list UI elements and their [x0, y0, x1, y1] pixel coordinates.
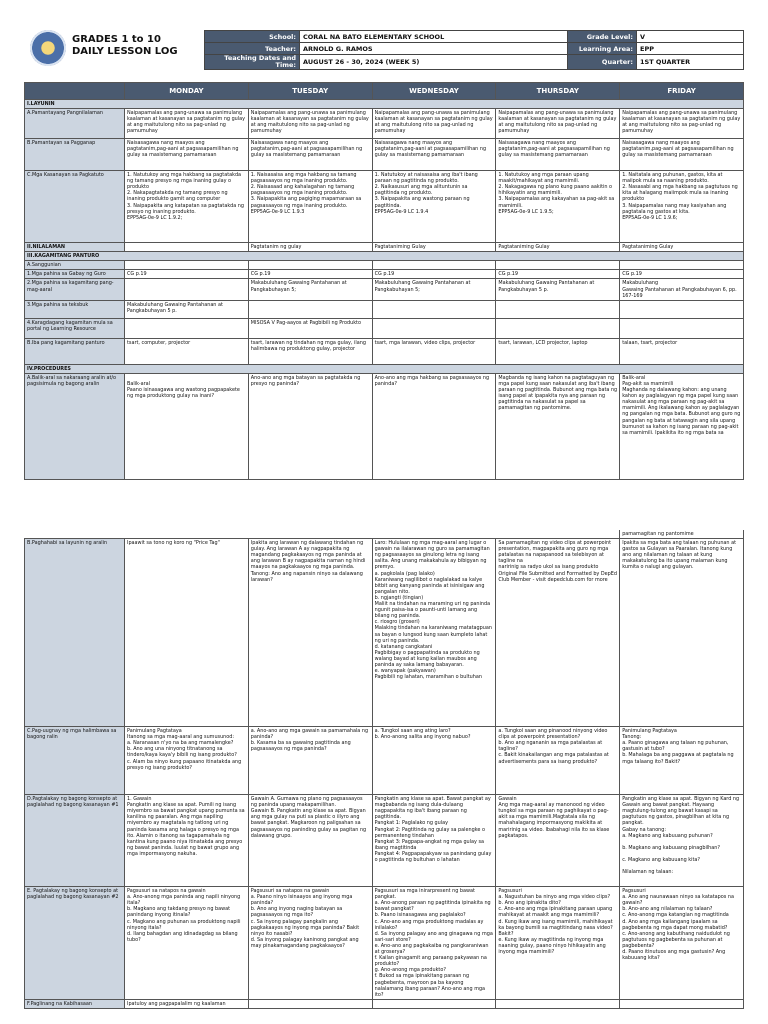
procedure-row: [25, 373, 744, 479]
day-cell-thursday: Gawain Ang mga mag-aaral ay manonood ng video tungkol sa mga paraan ng paghikayat o pag-akit sa mga mamimili.Magtatala sila ng mahahalagang impormasyong makikita at maririnig sa video. Ibabahagi nila ito sa klase pagkatapos.: [496, 795, 620, 887]
row-label: B.Paghahabi sa layunin ng aralin: [25, 539, 125, 727]
day-cell-thursday: Naipapamalas ang pang-unawa sa panimulang kaalaman at kasanayan sa pagtatanim ng gulay at ang maitutulong nito sa pag-unlad ng pamumuhay: [496, 109, 620, 139]
day-cell-thursday: Magbanda ng isang kahon na pagtataguyan ng mga papel kung saan nakasulat ang iba't ibang paraan ng pagtitinda. Bubunot ang mga bata ng isang papel at ipapakita nya ang paraan ng pagtitinda na nakasulat sa papel sa pamamagitan ng pantomime.: [496, 373, 620, 479]
day-cell-tuesday: CG p.19: [248, 270, 372, 279]
row-label: 1.Mga pahina sa Gabay ng Guro: [25, 270, 125, 279]
day-cell-thursday: CG p.19: [496, 270, 620, 279]
teacher-label: Teacher:: [205, 43, 300, 55]
day-cell-wednesday: Pagsusuri sa mga inirarpresent ng bawat pangkat. a. Ano-anong paraan ng pagtitinda ipinakita ng bawat pangkat? b. Paano isinasagawa ang paglalako? c. Ano-ano ang mga produktong madalas ay inilalako? d. Sa inyong palagay ano ang ginagawa ng mga sari-sari store? e. Ano-ano ang pagkakaiba ng pangkaraniwan at groserya? f. Kailan ginagamit ang paraang pakyawan na produkto? g. Ano-anong mga produkto? f. Bukod sa mga ipinakitang paraan ng pagbebenta, mayroon pa ba kayong nalalamang ibang paraan? Ano-ano ang mga ito?: [372, 887, 496, 1000]
empty-cell: [248, 261, 372, 270]
day-cell-tuesday: Ipakita ang larawan ng dalawang tindahan ng gulay. Ang larawan A ay nagpapakita ng magandang pagkakaayos ng mga paninda at ang larawan B ay nagpapakita naman ng hindi maayos na pagkakaayos ng mga paninda. Tanong: Ano ang napansin ninyo sa dalawang larawan?: [248, 539, 372, 727]
day-header-wednesday: WEDNESDAY: [372, 83, 496, 100]
row-label: C.Pag-uugnay ng mga halimbawa sa bagong ralin: [25, 727, 125, 795]
day-cell-wednesday: Makabuluhang Gawaing Pantahanan at Pangkabuhayan 5;: [372, 279, 496, 300]
day-cell-thursday: Pagsusuri a. Nagustuhan ba ninyo ang mga video clips? b. Ano ang ipinakita dito? c. Ano-ano ang mga ipinakitang paraan upang mahikayat at maakit ang mga mamimili? d. Kung ikaw ang isang mamimili, mahihikayat ka bayong bumili sa magtitindang nasa video? Bakit? e. Kung ikaw ay magtitinda ng inyong mga naaning gulay, paano ninyo hihikayatin ang inyong mga mamimili?: [496, 887, 620, 1000]
day-cell-wednesday: [372, 300, 496, 318]
corner-cell: [25, 83, 125, 100]
area-label: Learning Area:: [568, 43, 637, 55]
empty-cell: [372, 261, 496, 270]
day-cell-tuesday: tsart, larawan ng tindahan ng mga gulay, ilang halimbawa ng produktong gulay, projector: [248, 338, 372, 364]
procedure-2-row: [25, 999, 744, 1008]
day-cell-wednesday: CG p.19: [372, 270, 496, 279]
day-cell-tuesday: [248, 300, 372, 318]
procedure-2-row: [25, 539, 744, 727]
day-cell-monday: 1. Natutukoy ang mga hakbang sa pagtatakda ng tamang presyo ng mga inaning gulay o produkto 2. Nakapagtatakda ng tamang presyo ng inaning produkto gamit ang computer 3. Naipapakita ang katapatan sa pagtatakda ng presyo ng inaning produkto. EPP5AG-0e-9 LC 1.9.2;: [125, 171, 249, 243]
day-cell-wednesday: [372, 999, 496, 1008]
row-label: B.Iba pang kagamitang panturo: [25, 338, 125, 364]
row-label: D.Pagtalakay ng bagong konsepto at paglalahad ng bagong kasanayan #1: [25, 795, 125, 887]
day-cell-thursday: [496, 318, 620, 338]
day-cell-monday: Naipapamalas ang pang-unawa sa panimulang kaalaman at kasanayan sa pagtatanim ng gulay at ang maitutulong nito sa pag-unlad ng pamumuhay: [125, 109, 249, 139]
procedures-section-label: IV.PROCEDURES: [25, 364, 744, 373]
school-label: School:: [205, 31, 300, 43]
empty-cell: [25, 530, 125, 539]
lesson-table-page-1: [24, 82, 744, 480]
row-label: 2.Mga pahina sa kagamitang pang-mag-aaral: [25, 279, 125, 300]
day-cell-wednesday: [372, 318, 496, 338]
content-cell-thursday: Pagtataniming Gulay: [496, 243, 620, 252]
resource-row: [25, 338, 744, 364]
day-cell-monday: [125, 279, 249, 300]
day-cell-tuesday: Ano-ano ang mga batayan sa pagtatakda ng presyo ng paninda?: [248, 373, 372, 479]
procedure-2-row: [25, 795, 744, 887]
day-cell-monday: tsart, computer, projector: [125, 338, 249, 364]
nilalaman-section-label: II.NILALAMAN: [25, 243, 125, 252]
day-cell-monday: Pagsusuri sa natapos na gawain a. Ano-anong mga paninda ang napili ninyong itala? b. Magkano ang takdang presyo ng bawat panindang inyong itinala? c. Magkano ang puhunan sa produktong napili ninyong itala? d. Ilang bahagdan ang idinadagdag sa bilang tubo?: [125, 887, 249, 1000]
day-cell-thursday: a. Tungkol saan ang pinanood ninyong video clips at powerpoint presentation? b. Ano ang ngananin sa mga patalastas at tagline? c. Bakit kinakailangan ang mga patalastas at advertisements para sa isang produkto?: [496, 727, 620, 795]
empty-cell: [496, 530, 620, 539]
day-cell-wednesday: a. Tungkol saan ang ating laro? b. Ano-anong salita ang inyong nabuo?: [372, 727, 496, 795]
grade-label: Grade Level:: [568, 31, 637, 43]
day-cell-friday: Balik-aral Pag-akit sa mamimili Maghanda ng dalawang kahon: ang unang kahon ay paglalagyan ng mga papel kung saan nakasulat ang mga paraan ng pag-akit sa mamimili. Ang ikalawang kahon ay paglalagyan ng pangalan ng mga bata. Bubunot ang guro ng pangalan ng bata at tatawagin ang sila upang bumunot sa kahon ng isang paraan ng pag-akit sa mamimili. Ipakikita ito ng mga bata sa: [620, 373, 744, 479]
day-cell-friday: Naipapamalas ang pang-unawa sa panimulang kaalaman at kasanayan sa pagtatanim ng gulay at ang maitutulong nito sa pag-unlad ng pamumuhay: [620, 109, 744, 139]
day-cell-wednesday: 1. Natutukoy at naisasaisa ang iba't ibang paraan ng pagtitinda ng produkto. 2. Naikasusuri ang mga alituntunin sa pagtitinda ng produkto. 3. Naipapakita ang wastong paraan ng pagtitinda. EPP5AG-0e-9 LC 1.9.4: [372, 171, 496, 243]
row-label: 3.Mga pahina sa teksbuk: [25, 300, 125, 318]
row-label: A.Pamantayang Pangnilalaman: [25, 109, 125, 139]
content-cell-monday: [125, 243, 249, 252]
layunin-section: [25, 100, 744, 109]
empty-cell: [372, 530, 496, 539]
day-cell-thursday: tsart, larawan, LCD projector, laptop: [496, 338, 620, 364]
area-value: EPP: [637, 43, 744, 55]
day-cell-monday: CG p.19: [125, 270, 249, 279]
day-cell-friday: Pangkatin ang klase sa apat. Bigyan ng Kard ng Gawain ang bawat pangkat. Hayaang magtulung-tulong ang bawat kasapi sa pagtutuos ng gastos, pinagbilhan at kita ng pangkat. Gabay na tanong: a. Magkano ang kabuuang puhunan? b. Magkano ang kabuuang pinagbilhan? c. Magkano ang kabuuang kita? Nilalaman ng talaan:: [620, 795, 744, 887]
deped-seal-icon: [30, 30, 66, 66]
school-value: CORAL NA BATO ELEMENTARY SCHOOL: [300, 31, 568, 43]
day-cell-monday: Makabuluhang Gawaing Pantahanan at Pangkabuhayan 5 p.: [125, 300, 249, 318]
day-cell-wednesday: Laro: Hululaan ng mga mag-aaral ang lugar o gawain na ilalarawan ng guro sa pamamagitan ng pagsasaayos sa ginulong letra ng isang salita. Ang unang makakahula ay bibigyan ng premyo. a. pagkolala (pag lalako) Karaniwang naglilibot o naglalakad sa kalye bitbit ang kanyang paninda at isinisigaw ang pangalan nito. b. ngjangti (tingian) Maliit na tindahan na maraming uri ng paninda ngunit paisa-isa o paunti-unti lamang ang bilang ng paninda. c. riosgro (groseri) Malaking tindahan na karaniwang matatagpuan sa bayan o lungsod kung saan kumpleto lahat ng uri ng paninda. d. katanang cangkatani Pagbibigay o pagpapatinda sa produkto ng walang bayad at kung kailan maubos ang paninda ay saka lamang babayaran. e. wanyapak (pakyawan) Pagbibili ng lahatan, maramihan o bultuhan: [372, 539, 496, 727]
content-cell-tuesday: Pagtatanim ng gulay: [248, 243, 372, 252]
day-cell-friday: Panimulang Pagtataya Tanong: a. Paano ginagawa ang talaan ng puhunan, gastusin at tubo? b. Mahalaga ba ang paggawa at pagtatala ng mga talaang ito? Bakit?: [620, 727, 744, 795]
day-cell-friday: [620, 999, 744, 1008]
objective-row: [25, 109, 744, 139]
empty-cell: [496, 261, 620, 270]
day-cell-wednesday: tsart, mga larawan, video clips, projector: [372, 338, 496, 364]
continuation-row: [25, 530, 744, 539]
day-cell-monday: Ipaawit sa tono ng koro ng "Price Tag": [125, 539, 249, 727]
day-cell-thursday: Makabuluhang Gawaing Pantahanan at Pangkabuhayan 5 p.: [496, 279, 620, 300]
row-label: C.Mga Kasanayan sa Pagkatuto: [25, 171, 125, 243]
sanggunian-row: [25, 261, 744, 270]
empty-cell: [125, 530, 249, 539]
layunin-section-label: I.LAYUNIN: [25, 100, 744, 109]
resource-row: [25, 300, 744, 318]
resource-row: [25, 318, 744, 338]
nilalaman-section: [25, 243, 744, 252]
day-cell-monday: [125, 318, 249, 338]
objective-row: [25, 139, 744, 171]
document-header: [24, 28, 744, 70]
quarter-label: Quarter:: [568, 55, 637, 70]
row-label: A.Balik-aral sa nakaraang aralin at/o pagsisimula ng bagong aralin: [25, 373, 125, 479]
day-cell-friday: Naisasagawa nang maayos ang pagtatanim,pag-aani at pagsasapamilihan ng gulay sa masistemang pamamaraan: [620, 139, 744, 171]
procedure-2-row: [25, 887, 744, 1000]
quarter-value: 1ST QUARTER: [637, 55, 744, 70]
teacher-value: ARNOLD G. RAMOS: [300, 43, 568, 55]
day-cell-wednesday: Naipapamalas ang pang-unawa sa panimulang kaalaman at kasanayan sa pagtatanim ng gulay at ang maitutulong nito sa pag-unlad ng pamumuhay: [372, 109, 496, 139]
dates-value: AUGUST 26 - 30, 2024 (WEEK 5): [300, 55, 568, 70]
objective-row: [25, 171, 744, 243]
day-cell-friday: Pagsusuri a. Ano ang naunawaan ninyo sa katatapos na gawain? b. Ano-ano ang nilalaman ng talaan? c. Ano-anong mga katangian ng magtitinda d. Ano ang mga kailangang ipaalam sa pagbebenta ng mga dapat mong mabatid? c. Ano-anong ang kabutihang naidudulot ng pagtutuos ng pagbebenta sa puhunan at pagbebenta? d. Paano itinutuos ang mga gastusin? Ang kabuuang kita?: [620, 887, 744, 1000]
day-cell-wednesday: Ano-ano ang mga hakbang sa pagsasaayos ng paninda?: [372, 373, 496, 479]
day-cell-thursday: [496, 999, 620, 1008]
day-header-tuesday: TUESDAY: [248, 83, 372, 100]
day-cell-thursday: 1. Natutukoy ang mga paraan upang maakit/mahikayat ang mamimili. 2. Nakagagawa ng plano kung paano aakitin o hihikayatin ang mamimili. 3. Naipapamalas ang kakayahan sa pag-akit sa mamimili. EPP5AG-0e-9 LC 1.9.5;: [496, 171, 620, 243]
day-cell-tuesday: Naisasagawa nang maayos ang pagtatanim,pag-aani at pagsasapamilihan ng gulay sa masistemang pamamaraan: [248, 139, 372, 171]
day-cell-tuesday: a. Ano-ano ang mga gawain sa pamamahala ng paninda? b. Kasama ba sa gawaing pagtitinda ang pagsasaayos ng mga paninda?: [248, 727, 372, 795]
resource-row: [25, 279, 744, 300]
dates-label: Teaching Dates and Time:: [205, 55, 300, 70]
day-cell-tuesday: Pagsusuri sa natapos na gawain a. Paano ninyo isinaayos ang inyong mga paninda? b. Ano ang inyong naging batayan sa pagsasaayos ng mga ito? c. Sa inyong palagay pangkalin ang pagkakaayos ng inyong mga paninda? Bakit ninyo ito nasabi? d. Sa inyong palagay kaninong pangkat ang may pinakamagandang pagkakaayos?: [248, 887, 372, 1000]
lesson-log-page-2: [24, 530, 744, 1020]
day-cell-monday: Ipatuloy ang pagpapalalim ng kaalaman: [125, 999, 249, 1008]
row-label: 4.Karagdagang kagamitan mula sa portal ng Learning Resource: [25, 318, 125, 338]
day-cell-wednesday: Pangkatin ang klase sa apat. Bawat pangkat ay magbabanda ng isang dula-dulaang nagpapakita ng iba't ibang paraan ng pagtitinda. Pangkat 1: Paglalako ng gulay Pangkat 2: Pagtitinda ng gulay sa palengke o permanenteng tindahan Pangkat 3: Pagpapa-angkat ng mga gulay sa ibang magtitinda Pangkat 4: Pagpapapakyaw sa panindang gulay o pagtitinda ng bultuhan o lahatan: [372, 795, 496, 887]
kagamitan-section-label: III.KAGAMITANG PANTURO: [25, 252, 744, 261]
day-cell-tuesday: Gawain A. Gumawa ng plano ng pagsasaayos ng paninda upang makapamilihan. Gawain B. Pangkatin ang klase sa apat. Bigyan ang mga gulay na puti sa plastic o iilyro ang bawat pangkat. Magkaroon ng paligsahan sa pagsasaayos ng paninding gulay sa pagitan ng dalawang grupo.: [248, 795, 372, 887]
resource-row: [25, 270, 744, 279]
procedure-2-row: [25, 727, 744, 795]
day-cell-friday: [620, 300, 744, 318]
empty-cell: [125, 261, 249, 270]
day-cell-thursday: Naisasagawa nang maayos ang pagtatanim,pag-aani at pagsasapamilihan ng gulay sa masistemang pamamaraan: [496, 139, 620, 171]
day-cell-thursday: [496, 300, 620, 318]
day-cell-friday: CG p.19: [620, 270, 744, 279]
document-title: GRADES 1 to 10 DAILY LESSON LOG: [72, 34, 178, 57]
content-cell-friday: Pagtataniming Gulay: [620, 243, 744, 252]
procedures-section: [25, 364, 744, 373]
day-cell-wednesday: Naisasagawa nang maayos ang pagtatanim,pag-aani at pagsasapamilihan ng gulay sa masistemang pamamaraan: [372, 139, 496, 171]
day-cell-tuesday: [248, 999, 372, 1008]
day-cell-tuesday: Naipapamalas ang pang-unawa sa panimulang kaalaman at kasanayan sa pagtatanim ng gulay at ang maitutulong nito sa pag-unlad ng pamumuhay: [248, 109, 372, 139]
lesson-log-page-1: [24, 28, 744, 490]
day-header-friday: FRIDAY: [620, 83, 744, 100]
empty-cell: [248, 530, 372, 539]
day-cell-tuesday: MISOSA V Pag-aayos at Pagbibili ng Produkto: [248, 318, 372, 338]
content-cell-wednesday: Pagtataniming Gulay: [372, 243, 496, 252]
day-cell-friday: 1. Naitatala ang puhunan, gastos, kita at maiipok mula sa naaning produkto. 2. Nasasabi ang mga hakbang sa pagtutuos ng kita at halagang maiimpok mula sa inaning produkto 3. Naipapamalas nang may kasiyahan ang pagtatala ng gastos at kita. EPP5AG-0e-9 LC 1.9.6;: [620, 171, 744, 243]
kagamitan-section: [25, 252, 744, 261]
day-cell-friday: Ipakita sa mga bata ang talaan ng puhunan at gastos sa Gulayan sa Paaralan. Itanong kung ano ang nilalaman ng talaan at kung makakatulong ba ito upang malaman kung kumita o nalugi ang gulayan.: [620, 539, 744, 727]
lesson-table-page-2: [24, 530, 744, 1009]
grade-value: V: [637, 31, 744, 43]
sanggunian-label: A.Sanggunian: [25, 261, 125, 270]
day-cell-monday: Naisasagawa nang maayos ang pagtatanim,pag-aani at pagsasapamilihan ng gulay sa masistemang pamamaraan: [125, 139, 249, 171]
day-cell-friday: [620, 318, 744, 338]
day-cell-thursday: Sa pamamagitan ng video clips at powerpoint presentation, magpapakita ang guro ng mga patalastas na napapanood sa telebisyon at tagline na naririnig sa radyo ukol sa isang produkto Original File Submitted and Formatted by DepEd Club Member - visit depedclub.com for more: [496, 539, 620, 727]
day-cell-monday: 1. Gawain Pangkatin ang klase sa apat. Pumili ng isang miyembro sa bawat pangkat upang pumunta sa kanilina ng paaralan. Ang mga napiling miyembro ay magtatala ng tatlong uri ng paninda kasama ang halaga o presyo ng mga ito. Alamin o itanong sa tagapamahala ng kantina kung paano niya itinatakda ang presyo ng bawat paninda. Iuulat ng bawat grupo ang mga impormasyong nakuha.: [125, 795, 249, 887]
empty-cell: [620, 261, 744, 270]
day-header-monday: MONDAY: [125, 83, 249, 100]
day-header-row: [25, 83, 744, 100]
row-label: B.Pamantayan sa Pagganap: [25, 139, 125, 171]
row-label: F.Paglinang na Kabihasaan: [25, 999, 125, 1008]
day-cell-friday: Makabuluhang Gawaing Pantahanan at Pangkabuhayan 6, pp. 167-169: [620, 279, 744, 300]
row-label: E. Pagtalakay ng bagong konsepto at paglalahad ng bagong kasanayan #2: [25, 887, 125, 1000]
header-info-table: [204, 30, 744, 70]
continuation-cell-friday: pamamagitan ng pantomime: [620, 530, 744, 539]
day-cell-friday: talaan, tsart, projector: [620, 338, 744, 364]
day-cell-tuesday: Makabuluhang Gawaing Pantahanan at Pangkabuhayan 5;: [248, 279, 372, 300]
day-header-thursday: THURSDAY: [496, 83, 620, 100]
day-cell-monday: Panimulang Pagtataya Itanong sa mga mag-aaral ang sumusunod: a. Naranasan n'yo na ba ang mamalengke? b. Ano ang una ninyong titnatanong sa tindero/kaya kaya'y bibili ng isang produkto? c. Alam ba ninyo kung papaano itinatakda ang presyo ng isang produkto?: [125, 727, 249, 795]
day-cell-monday: Balik-aral Paano isinasagawa ang wastong pagpapakete ng mga produktong gulay na inani?: [125, 373, 249, 479]
day-cell-tuesday: 1. Naisasaisa ang mga hakbang sa tamang pagsasaayos ng mga inaning produkto. 2. Naisasaad ang kahalagahan ng tamang pagsasaayos ng mga inaning produkto. 3. Naipapakita ang pagiging mapamaraan sa pagsasaayos ng mga inaning produkto. EPP5AG-0e-9 LC 1.9.3: [248, 171, 372, 243]
